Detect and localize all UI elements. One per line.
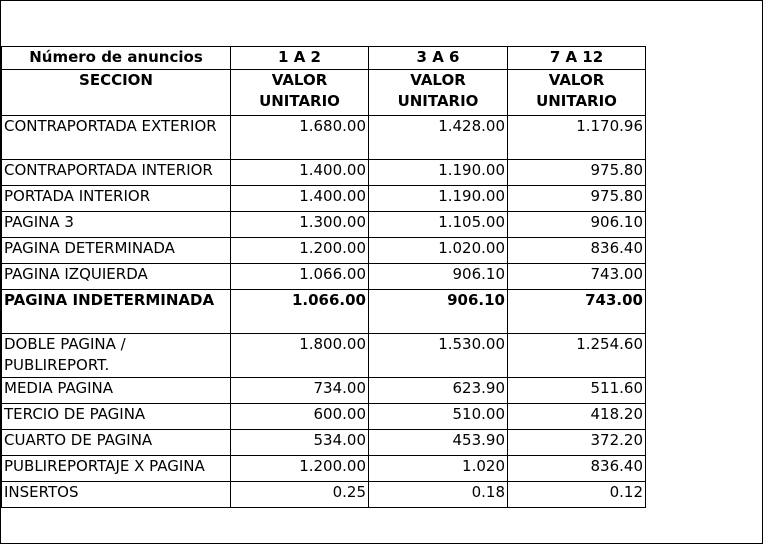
value-cell: 906.10 xyxy=(369,264,508,290)
value-cell: 1.300.00 xyxy=(231,212,369,238)
section-cell: INSERTOS xyxy=(2,482,231,508)
value-cell: 836.40 xyxy=(508,456,646,482)
value-cell: 975.80 xyxy=(508,160,646,186)
table-row xyxy=(2,290,646,334)
table-row xyxy=(2,482,646,508)
value-cell: 1.020 xyxy=(369,456,508,482)
header-unit-value-line2: UNITARIO xyxy=(259,92,340,110)
value-cell: 1.400.00 xyxy=(231,160,369,186)
rates-table xyxy=(1,46,646,508)
table-row xyxy=(2,334,646,378)
header-section: SECCION xyxy=(2,70,231,116)
value-cell: 836.40 xyxy=(508,238,646,264)
header-row-labels xyxy=(2,70,646,116)
header-unit-value-1 xyxy=(231,70,369,116)
table-row xyxy=(2,212,646,238)
table-row xyxy=(2,186,646,212)
header-ad-count: Número de anuncios xyxy=(2,47,231,70)
value-cell: 511.60 xyxy=(508,378,646,404)
value-cell: 453.90 xyxy=(369,430,508,456)
value-cell: 975.80 xyxy=(508,186,646,212)
value-cell: 743.00 xyxy=(508,290,646,334)
header-unit-value-3 xyxy=(508,70,646,116)
table-row xyxy=(2,456,646,482)
value-cell: 734.00 xyxy=(231,378,369,404)
value-cell: 1.170.96 xyxy=(508,116,646,160)
header-range-1: 1 A 2 xyxy=(231,47,369,70)
value-cell: 1.800.00 xyxy=(231,334,369,378)
value-cell: 906.10 xyxy=(369,290,508,334)
header-unit-value-line1: VALOR xyxy=(271,71,328,89)
value-cell: 1.400.00 xyxy=(231,186,369,212)
value-cell: 1.200.00 xyxy=(231,238,369,264)
value-cell: 372.20 xyxy=(508,430,646,456)
value-cell: 1.020.00 xyxy=(369,238,508,264)
value-cell: 1.530.00 xyxy=(369,334,508,378)
table-row xyxy=(2,378,646,404)
header-unit-value-line2: UNITARIO xyxy=(536,92,617,110)
section-cell: PAGINA IZQUIERDA xyxy=(2,264,231,290)
value-cell: 1.680.00 xyxy=(231,116,369,160)
section-cell: PUBLIREPORTAJE X PAGINA xyxy=(2,456,231,482)
section-cell: MEDIA PAGINA xyxy=(2,378,231,404)
section-cell: DOBLE PAGINA / PUBLIREPORT. xyxy=(2,334,231,378)
value-cell: 1.254.60 xyxy=(508,334,646,378)
value-cell: 1.066.00 xyxy=(231,264,369,290)
value-cell: 418.20 xyxy=(508,404,646,430)
header-unit-value-line1: VALOR xyxy=(548,71,605,89)
table-row xyxy=(2,238,646,264)
table-row xyxy=(2,160,646,186)
section-cell: PORTADA INTERIOR xyxy=(2,186,231,212)
section-cell: PAGINA DETERMINADA xyxy=(2,238,231,264)
section-cell: TERCIO DE PAGINA xyxy=(2,404,231,430)
value-cell: 1.190.00 xyxy=(369,186,508,212)
value-cell: 1.066.00 xyxy=(231,290,369,334)
value-cell: 0.12 xyxy=(508,482,646,508)
section-cell: PAGINA 3 xyxy=(2,212,231,238)
value-cell: 0.18 xyxy=(369,482,508,508)
section-cell: CONTRAPORTADA EXTERIOR xyxy=(2,116,231,160)
value-cell: 743.00 xyxy=(508,264,646,290)
value-cell: 510.00 xyxy=(369,404,508,430)
table-row xyxy=(2,404,646,430)
value-cell: 1.428.00 xyxy=(369,116,508,160)
value-cell: 534.00 xyxy=(231,430,369,456)
value-cell: 1.105.00 xyxy=(369,212,508,238)
value-cell: 906.10 xyxy=(508,212,646,238)
header-unit-value-line1: VALOR xyxy=(410,71,466,89)
value-cell: 1.190.00 xyxy=(369,160,508,186)
section-cell: CUARTO DE PAGINA xyxy=(2,430,231,456)
value-cell: 0.25 xyxy=(231,482,369,508)
header-range-2: 3 A 6 xyxy=(369,47,508,70)
table-row xyxy=(2,264,646,290)
value-cell: 600.00 xyxy=(231,404,369,430)
header-unit-value-2 xyxy=(369,70,508,116)
header-unit-value-line2: UNITARIO xyxy=(397,92,479,110)
table-row xyxy=(2,116,646,160)
table-row xyxy=(2,430,646,456)
section-cell: CONTRAPORTADA INTERIOR xyxy=(2,160,231,186)
header-row-ranges xyxy=(2,47,646,70)
section-cell: PAGINA INDETERMINADA xyxy=(2,290,231,334)
value-cell: 1.200.00 xyxy=(231,456,369,482)
header-range-3: 7 A 12 xyxy=(508,47,646,70)
value-cell: 623.90 xyxy=(369,378,508,404)
